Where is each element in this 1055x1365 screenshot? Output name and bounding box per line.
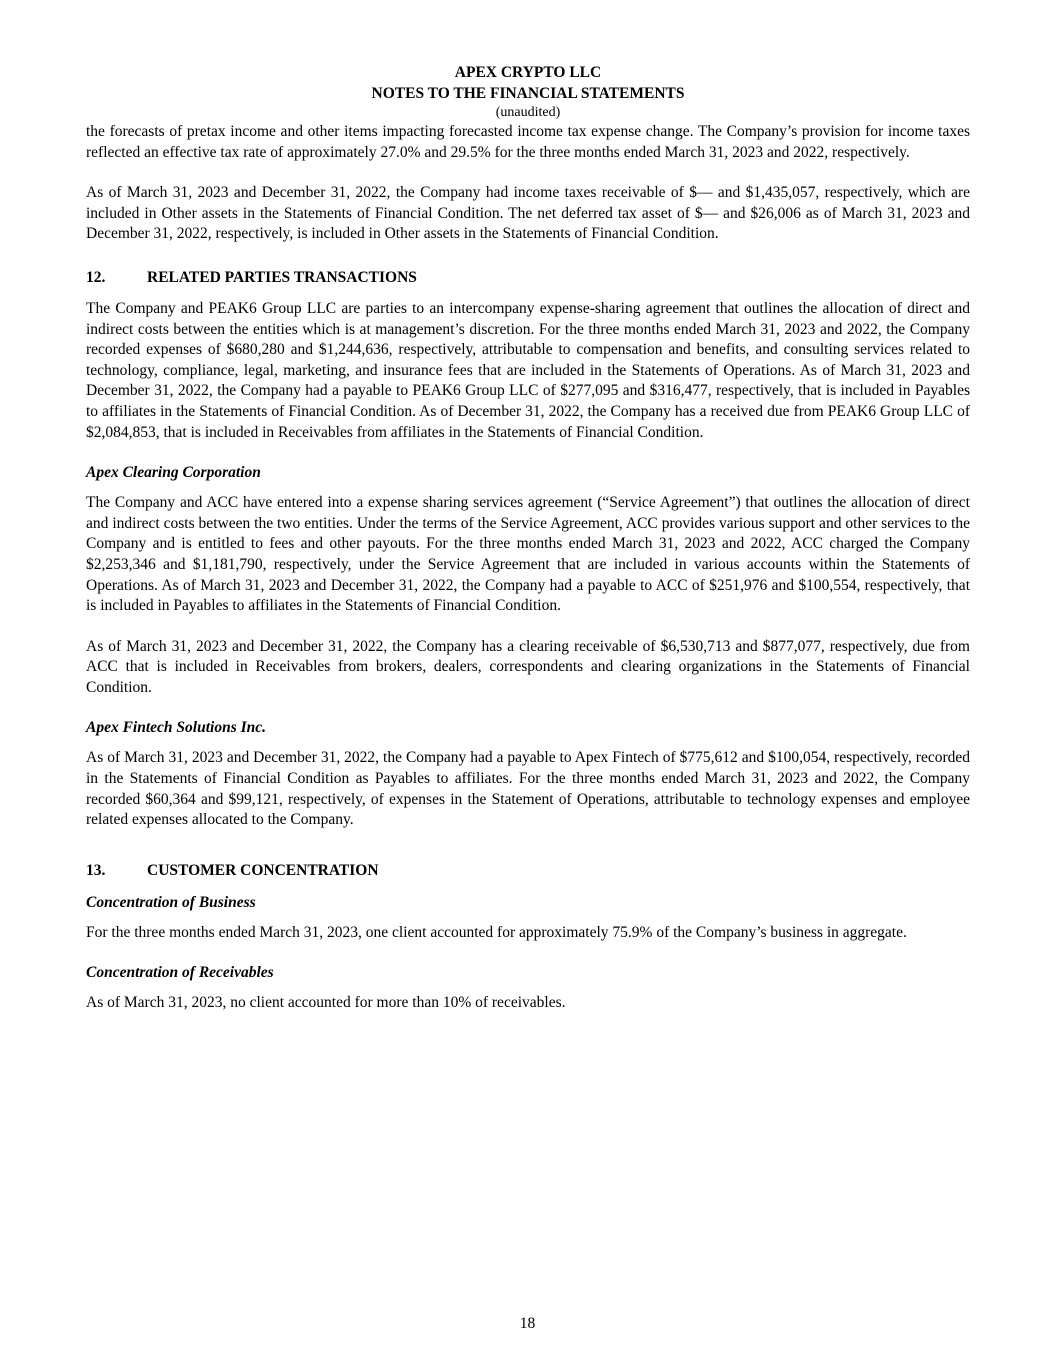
income-tax-rate-paragraph: the forecasts of pretax income and other items impacting forecasted income tax expense change. The Company’s provision for income taxes reflected an effective tax rate of approximately 27.0% and 29.5% for the three months ended March 31, 2023 and 2022, respectively. (86, 123, 970, 161)
section-12-number: 12. (86, 268, 106, 286)
page-number: 18 (519, 1315, 536, 1332)
acc-clearing-receivable-paragraph: As of March 31, 2023 and December 31, 2022, the Company has a clearing receivable of $6,530,713 and $877,077, respectively, due from ACC that is included in Receivables from brokers, dealers, correspondents and clearing organizations in the Statements of Financial Condition. (86, 637, 970, 696)
apex-fintech-paragraph: As of March 31, 2023 and December 31, 2022, the Company had a payable to Apex Fintech of $775,612 and $100,054, respectively, recorded in the Statements of Financial Condition as Payables to affiliates. For the three months ended March 31, 2023 and 2022, the Company recorded $60,364 and $99,121, respectively, of expenses in the Statement of Operations, attributable to technology expenses and employee related expenses allocated to the Company. (86, 749, 970, 829)
concentration-of-receivables-heading: Concentration of Receivables (86, 964, 274, 982)
income-tax-receivable-paragraph: As of March 31, 2023 and December 31, 2022, the Company had income taxes receivable of $— and $1,435,057, respectively, which are included in Other assets in the Statements of Financial Condition. The net deferred tax asset of $— and $26,006 as of March 31, 2023 and December 31, 2022, respectively, is included in Other assets in the Statements of Financial Condition. (86, 184, 970, 243)
peak6-paragraph: The Company and PEAK6 Group LLC are parties to an intercompany expense-sharing agreement that outlines the allocation of direct and indirect costs between the entities which is at management’s discretion. For the three months ended March 31, 2023 and 2022, the Company recorded expenses of $680,280 and $1,244,636, respectively, attributable to compensation and benefits, and consulting services related to technology, compliance, legal, marketing, and insurance fees that are included in the Statements of Operations. As of March 31, 2023 and December 31, 2022, the Company had a payable to PEAK6 Group LLC of $277,095 and $316,477, respectively, that is included in Payables to affiliates in the Statements of Financial Condition. As of December 31, 2022, the Company has a received due from PEAK6 Group LLC of $2,084,853, that is included in Receivables from affiliates in the Statements of Financial Condition. (86, 299, 970, 441)
section-13-heading (86, 861, 970, 881)
section-13-title: CUSTOMER CONCENTRATION (147, 861, 379, 879)
document-page (86, 62, 970, 1014)
concentration-of-business-paragraph: For the three months ended March 31, 2023, one client accounted for approximately 75.9% of the Company’s business in aggregate. (86, 923, 907, 941)
document-title: NOTES TO THE FINANCIAL STATEMENTS (371, 85, 685, 102)
acc-service-agreement-paragraph: The Company and ACC have entered into a expense sharing services agreement (“Service Agreement”) that outlines the allocation of direct and indirect costs between the two entities. Under the terms of the Service Agreement, ACC provides various support and other services to the Company and is entitled to fees and other payouts. For the three months ended March 31, 2023 and 2022, ACC charged the Company $2,253,346 and $1,181,790, respectively, under the Service Agreement that are included in various accounts within the Statements of Operations. As of March 31, 2023 and December 31, 2022, the Company had a payable to ACC of $251,976 and $100,554, respectively, that is included in Payables to affiliates in the Statements of Financial Condition. (86, 494, 970, 615)
company-name: APEX CRYPTO LLC (454, 64, 602, 81)
section-12-title: RELATED PARTIES TRANSACTIONS (147, 268, 417, 286)
concentration-of-receivables-paragraph: As of March 31, 2023, no client accounted for more than 10% of receivables. (86, 994, 566, 1012)
unaudited-label: (unaudited) (495, 105, 561, 120)
apex-clearing-heading: Apex Clearing Corporation (86, 464, 261, 482)
section-13-number: 13. (86, 861, 106, 879)
section-12-heading (86, 268, 970, 288)
concentration-of-business-heading: Concentration of Business (86, 893, 256, 911)
apex-fintech-heading: Apex Fintech Solutions Inc. (86, 719, 267, 737)
document-header (86, 62, 970, 122)
